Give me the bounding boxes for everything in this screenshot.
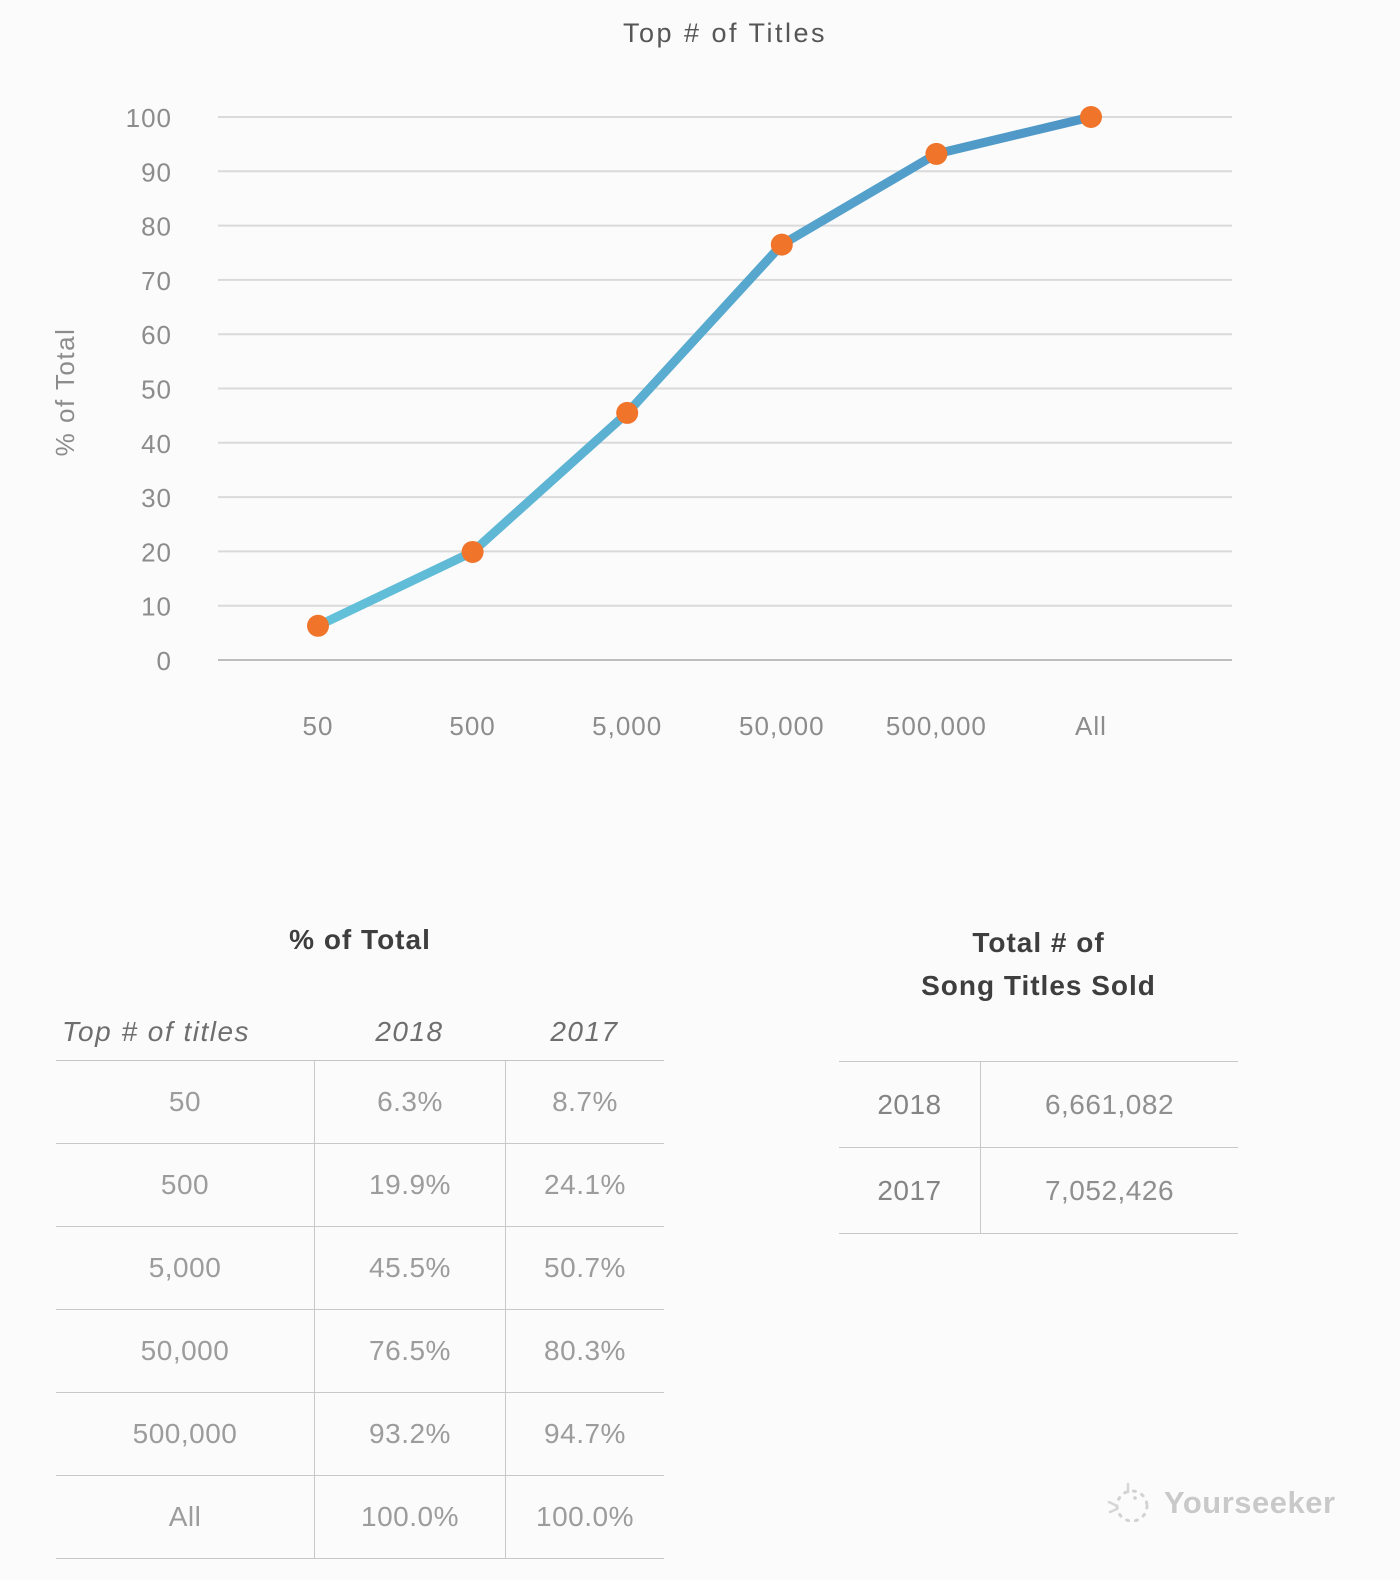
value-2017: 80.3% <box>505 1310 664 1392</box>
table-row <box>56 1310 664 1393</box>
data-point <box>771 234 793 256</box>
column-header: Top # of titles <box>62 1016 251 1047</box>
table-row <box>839 1062 1238 1148</box>
y-tick-label: 40 <box>141 428 172 459</box>
value-2018: 6.3% <box>314 1061 505 1143</box>
totals-title-line2: Song Titles Sold <box>921 970 1156 1001</box>
watermark <box>1104 1476 1336 1530</box>
value-2017: 50.7% <box>505 1227 664 1309</box>
x-tick-label: All <box>1075 711 1107 741</box>
year-label: 2017 <box>877 1174 942 1206</box>
value-2017: 100.0% <box>505 1476 664 1558</box>
y-tick-label: 0 <box>156 646 172 676</box>
total-value: 7,052,426 <box>980 1148 1238 1233</box>
table-row <box>839 1148 1238 1234</box>
percent-table <box>56 1013 664 1559</box>
percent-table-title: % of Total <box>289 924 431 955</box>
y-tick-label: 50 <box>141 374 172 405</box>
row-label: All <box>168 1501 202 1532</box>
y-tick-label: 100 <box>125 103 172 133</box>
data-point <box>1080 106 1102 128</box>
value-2018: 100.0% <box>314 1476 505 1558</box>
table-row <box>56 1476 664 1559</box>
value-2017: 94.7% <box>505 1393 664 1475</box>
column-header: 2017 <box>550 1016 619 1047</box>
y-tick-label: 90 <box>141 157 172 188</box>
watermark-label: Yourseeker <box>1164 1485 1336 1520</box>
data-point <box>925 143 947 165</box>
value-2017: 24.1% <box>505 1144 664 1226</box>
data-point <box>462 541 484 563</box>
x-tick-label: 5,000 <box>592 711 663 741</box>
table-row <box>56 1227 664 1310</box>
row-label: 500 <box>160 1169 210 1200</box>
value-2018: 76.5% <box>314 1310 505 1392</box>
x-tick-label: 500,000 <box>885 711 987 741</box>
year-label: 2018 <box>877 1088 942 1120</box>
data-point <box>616 402 638 424</box>
y-tick-label: 10 <box>141 591 172 622</box>
percent-table-header-row <box>56 1013 664 1061</box>
value-2018: 45.5% <box>314 1227 505 1309</box>
table-row <box>56 1393 664 1476</box>
row-label: 50 <box>168 1086 202 1117</box>
y-tick-label: 20 <box>141 537 172 568</box>
value-2018: 93.2% <box>314 1393 505 1475</box>
totals-title-line1: Total # of <box>972 927 1105 958</box>
chart-line <box>318 117 1091 626</box>
totals-table-title <box>839 921 1238 1007</box>
table-row <box>56 1061 664 1144</box>
y-tick-label: 60 <box>141 320 172 351</box>
row-label: 5,000 <box>148 1252 222 1283</box>
data-point <box>307 615 329 637</box>
column-header: 2018 <box>375 1016 444 1047</box>
chart-title: Top # of Titles <box>622 18 828 48</box>
y-tick-label: 70 <box>141 265 172 296</box>
row-label: 500,000 <box>132 1418 238 1449</box>
y-axis-label: % of Total <box>50 327 80 457</box>
x-tick-label: 50 <box>302 711 334 741</box>
total-value: 6,661,082 <box>980 1062 1238 1147</box>
y-tick-label: 30 <box>141 483 172 514</box>
totals-table <box>839 1061 1238 1234</box>
row-label: 50,000 <box>140 1335 230 1366</box>
yourseeker-logo-icon <box>1104 1476 1156 1530</box>
x-tick-label: 500 <box>449 711 496 741</box>
value-2017: 8.7% <box>505 1061 664 1143</box>
value-2018: 19.9% <box>314 1144 505 1226</box>
y-tick-label: 80 <box>141 211 172 242</box>
table-row <box>56 1144 664 1227</box>
x-tick-label: 50,000 <box>739 711 825 741</box>
